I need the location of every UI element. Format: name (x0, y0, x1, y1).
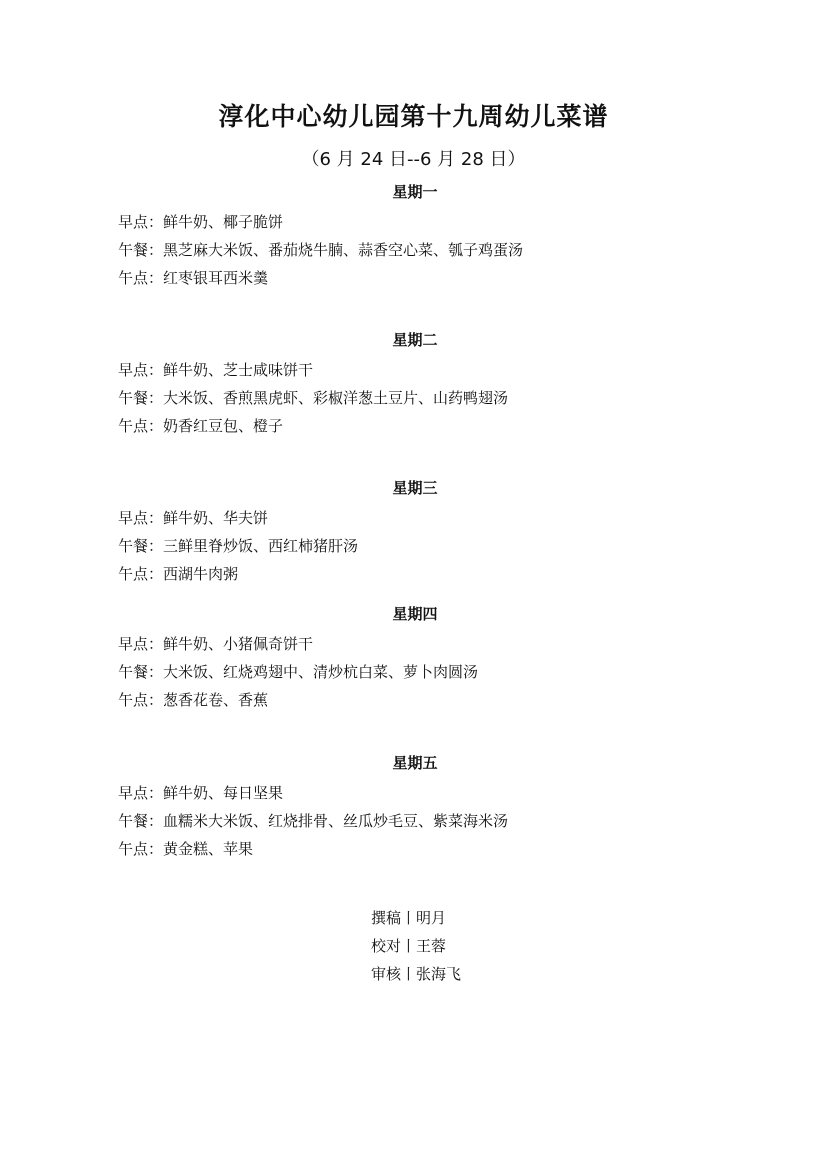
meal-snack: 午点：西湖牛肉粥 (118, 565, 239, 583)
day-section-thursday (118, 604, 718, 714)
meal-lunch: 午餐：黑芝麻大米饭、番茄烧牛腩、蒜香空心菜、瓠子鸡蛋汤 (118, 241, 524, 259)
date-range: （6 月 24 日--6 月 28 日） (301, 149, 526, 170)
meal-snack: 午点：奶香红豆包、橙子 (118, 417, 284, 435)
day-title: 星期二 (392, 331, 438, 349)
day-section-friday (118, 753, 718, 863)
meal-breakfast: 早点：鲜牛奶、小猪佩奇饼干 (118, 635, 314, 653)
day-section-wednesday (118, 478, 718, 588)
meal-breakfast: 早点：鲜牛奶、每日坚果 (118, 784, 284, 802)
meal-lunch: 午餐：大米饭、香煎黑虎虾、彩椒洋葱土豆片、山药鸭翅汤 (118, 389, 509, 407)
day-section-tuesday (118, 330, 718, 440)
credit-reviewer: 审核丨张海飞 (371, 965, 462, 983)
meal-breakfast: 早点：鲜牛奶、芝士咸味饼干 (118, 361, 314, 379)
day-title: 星期一 (392, 183, 438, 201)
credit-proofreader: 校对丨王蓉 (371, 937, 447, 955)
meal-lunch: 午餐：三鲜里脊炒饭、西红柿猪肝汤 (118, 537, 359, 555)
credits (371, 904, 571, 988)
credit-writer: 撰稿丨明月 (371, 909, 447, 927)
meal-snack: 午点：葱香花卷、香蕉 (118, 691, 269, 709)
day-title: 星期三 (392, 479, 438, 497)
meal-lunch: 午餐：大米饭、红烧鸡翅中、清炒杭白菜、萝卜肉圆汤 (118, 663, 479, 681)
meal-lunch: 午餐：血糯米大米饭、红烧排骨、丝瓜炒毛豆、紫菜海米汤 (118, 812, 509, 830)
meal-breakfast: 早点：鲜牛奶、椰子脆饼 (118, 213, 284, 231)
meal-snack: 午点：红枣银耳西米羹 (118, 269, 269, 287)
meal-breakfast: 早点：鲜牛奶、华夫饼 (118, 509, 269, 527)
page-title: 淳化中心幼儿园第十九周幼儿菜谱 (218, 102, 609, 131)
meal-snack: 午点：黄金糕、苹果 (118, 840, 254, 858)
day-title: 星期四 (392, 605, 438, 623)
day-title: 星期五 (392, 754, 438, 772)
day-section-monday (118, 182, 718, 292)
